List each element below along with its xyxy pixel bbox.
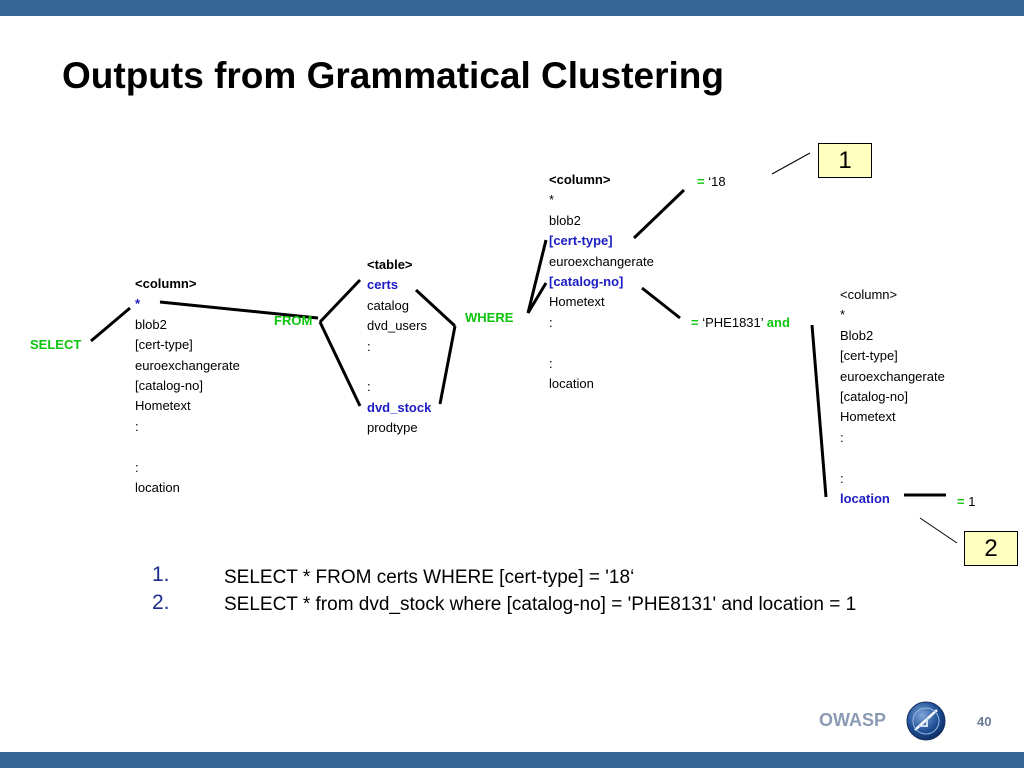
condition-2: [691, 315, 790, 330]
keyword-where: WHERE: [465, 310, 514, 325]
list-item: [cert-type]: [840, 348, 898, 364]
equals-sign: =: [691, 315, 699, 330]
list-item: :: [135, 418, 139, 434]
list-item: :: [549, 314, 553, 330]
list-item: Blob2: [840, 327, 874, 343]
page-number: 40: [977, 714, 992, 729]
list-item: prodtype: [367, 420, 418, 436]
list-item: <column>: [840, 287, 898, 302]
list-item: catalog: [367, 297, 409, 313]
list-item: :: [135, 459, 139, 475]
select-column-list: [135, 276, 240, 500]
query-number: 1.: [152, 563, 170, 586]
line-from-certs: [320, 280, 360, 322]
list-item: *: [135, 296, 141, 312]
where-column-list: [549, 172, 654, 396]
list-item: :: [367, 379, 371, 395]
list-item: [549, 335, 654, 355]
keyword-and: and: [766, 315, 790, 330]
list-item: location: [135, 479, 180, 495]
list-item: :: [367, 338, 371, 354]
keyword-select: SELECT: [30, 337, 82, 352]
callout-box-2: 2: [964, 531, 1018, 566]
slide-title: Outputs from Grammatical Clustering: [62, 55, 724, 96]
list-item: dvd_users: [367, 318, 427, 334]
list-item: location: [840, 490, 890, 506]
list-item: [840, 450, 945, 470]
condition-value: 1: [968, 494, 976, 509]
line-dvdstock-where: [440, 326, 455, 404]
list-item: [cert-type]: [135, 337, 193, 353]
list-item: <column>: [135, 276, 197, 291]
bottom-band: [0, 752, 1024, 768]
equals-sign: =: [957, 494, 965, 509]
condition-3: [957, 494, 975, 509]
query-text: SELECT * from dvd_stock where [catalog-no] = 'PHE8131' and location = 1: [224, 594, 857, 615]
query-number: 2.: [152, 591, 170, 614]
list-item: certs: [367, 277, 399, 293]
query-text: SELECT * FROM certs WHERE [cert-type] = '18‘: [224, 567, 635, 588]
list-item: [367, 359, 431, 379]
line-from-dvdstock: [320, 322, 360, 406]
list-item: [cert-type]: [549, 233, 613, 249]
list-item: [135, 439, 240, 459]
condition-1: [697, 174, 726, 189]
brand-name: OWASP: [819, 710, 887, 730]
owasp-logo: [905, 700, 947, 742]
pointer-line-2: [920, 518, 957, 543]
condition-value: ‘18: [708, 174, 726, 189]
list-item: dvd_stock: [367, 399, 432, 415]
list-item: Hometext: [840, 409, 896, 425]
line-select-column: [91, 308, 130, 341]
line-and-location: [812, 325, 826, 497]
list-item: *: [840, 307, 846, 323]
list-item: :: [549, 355, 553, 371]
list-item: [catalog-no]: [135, 377, 203, 393]
list-item: <column>: [549, 172, 611, 187]
and-column-list: [840, 287, 945, 511]
list-item: :: [840, 429, 844, 445]
list-item: location: [549, 375, 594, 391]
list-item: *: [549, 192, 555, 208]
list-item: euroexchangerate: [549, 253, 654, 269]
line-where-certtype: [528, 240, 546, 313]
pointer-line-1: [772, 153, 810, 174]
list-item: [catalog-no]: [840, 388, 908, 404]
condition-value: ‘PHE1831’: [702, 315, 764, 330]
equals-sign: =: [697, 174, 705, 189]
list-item: [catalog-no]: [549, 273, 624, 289]
list-item: <table>: [367, 257, 413, 272]
list-item: euroexchangerate: [840, 368, 945, 384]
table-list: [367, 257, 431, 441]
list-item: blob2: [135, 316, 167, 332]
keyword-from: FROM: [274, 313, 313, 328]
list-item: Hometext: [135, 398, 191, 414]
list-item: Hometext: [549, 294, 605, 310]
list-item: euroexchangerate: [135, 357, 240, 373]
list-item: :: [840, 470, 844, 486]
list-item: blob2: [549, 212, 581, 228]
callout-box-1: 1: [818, 143, 872, 178]
